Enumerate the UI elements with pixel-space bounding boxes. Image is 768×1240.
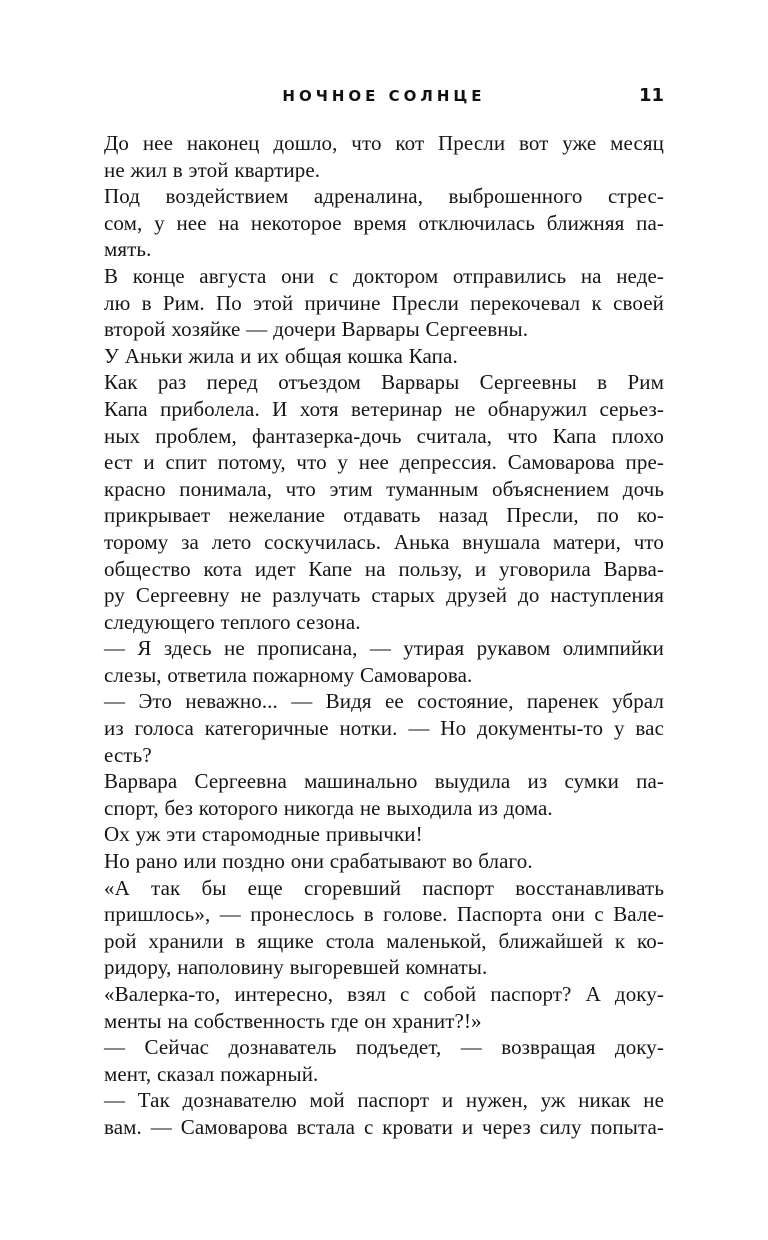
text-line: ных проблем, фантазерка-дочь считала, что Капа плохо xyxy=(104,423,664,448)
text-line: — Сейчас дознаватель подъедет, — возвращая доку- xyxy=(104,1035,664,1060)
text-line: прикрывает нежелание отдавать назад Пресли, по ко- xyxy=(104,503,664,528)
text-line: У Аньки жила и их общая кошка Капа. xyxy=(104,343,458,368)
text-line: слезы, ответила пожарному Самоварова. xyxy=(104,662,473,687)
text-line: мент, сказал пожарный. xyxy=(104,1061,319,1086)
text-line: — Я здесь не прописана, — утирая рукавом олимпийки xyxy=(104,636,664,661)
text-line: Как раз перед отъездом Варвары Сергеевны в Рим xyxy=(104,370,664,395)
body-text xyxy=(104,130,664,1141)
text-line: — Так дознавателю мой паспорт и нужен, уж никак не xyxy=(104,1088,664,1113)
text-line: из голоса категоричные нотки. — Но документы-то у вас xyxy=(104,716,664,741)
text-line: Под воздействием адреналина, выброшенного стрес- xyxy=(104,184,664,209)
text-line: мять. xyxy=(104,237,152,262)
text-line: не жил в этой квартире. xyxy=(104,157,321,182)
text-line: ру Сергеевну не разлучать старых друзей до наступления xyxy=(104,583,664,608)
text-line: Ох уж эти старомодные привычки! xyxy=(104,822,423,847)
text-line: сом, у нее на некоторое время отключилась ближняя па- xyxy=(104,210,664,235)
text-line: второй хозяйке — дочери Варвары Сергеевны. xyxy=(104,317,529,342)
text-line: «Валерка-то, интересно, взял с собой паспорт? А доку- xyxy=(104,982,664,1006)
text-line: вам. — Самоварова встала с кровати и через силу попыта- xyxy=(104,1114,664,1139)
text-line: Варвара Сергеевна машинально выудила из сумки па- xyxy=(104,769,664,794)
text-line: красно понимала, что этим туманным объяснением дочь xyxy=(104,476,664,501)
text-line: ест и спит потому, что у нее депрессия. Самоварова пре- xyxy=(104,450,664,475)
text-line: следующего теплого сезона. xyxy=(104,609,361,634)
text-line: ридору, наполовину выгоревшей комнаты. xyxy=(104,955,488,980)
text-line: спорт, без которого никогда не выходила из дома. xyxy=(104,795,553,820)
text-line: торому за лето соскучилась. Анька внушала матери, что xyxy=(104,529,664,554)
text-line: — Это неважно... — Видя ее состояние, паренек убрал xyxy=(104,689,664,714)
text-line: Но рано или поздно они срабатывают во благо. xyxy=(104,849,533,874)
text-line: пришлось», — пронеслось в голове. Паспорта они с Вале- xyxy=(104,902,664,927)
text-line: общество кота идет Капе на пользу, и уговорила Варва- xyxy=(104,556,664,581)
text-line: «А так бы еще сгоревший паспорт восстанавливать xyxy=(104,875,664,900)
running-head xyxy=(104,86,664,110)
text-line: До нее наконец дошло, что кот Пресли вот уже месяц xyxy=(104,131,664,155)
running-title: НОЧНОЕ СОЛНЦЕ xyxy=(282,87,486,105)
text-line: лю в Рим. По этой причине Пресли перекочевал к своей xyxy=(104,290,664,315)
text-line: В конце августа они с доктором отправились на неде- xyxy=(104,263,664,288)
text-line: рой хранили в ящике стола маленькой, ближайшей к ко- xyxy=(104,928,664,953)
text-line: есть? xyxy=(104,742,152,767)
text-line: Капа приболела. И хотя ветеринар не обнаружил серьез- xyxy=(104,396,664,421)
page-number: 11 xyxy=(638,85,664,106)
text-line: менты на собственность где он хранит?!» xyxy=(104,1008,482,1033)
